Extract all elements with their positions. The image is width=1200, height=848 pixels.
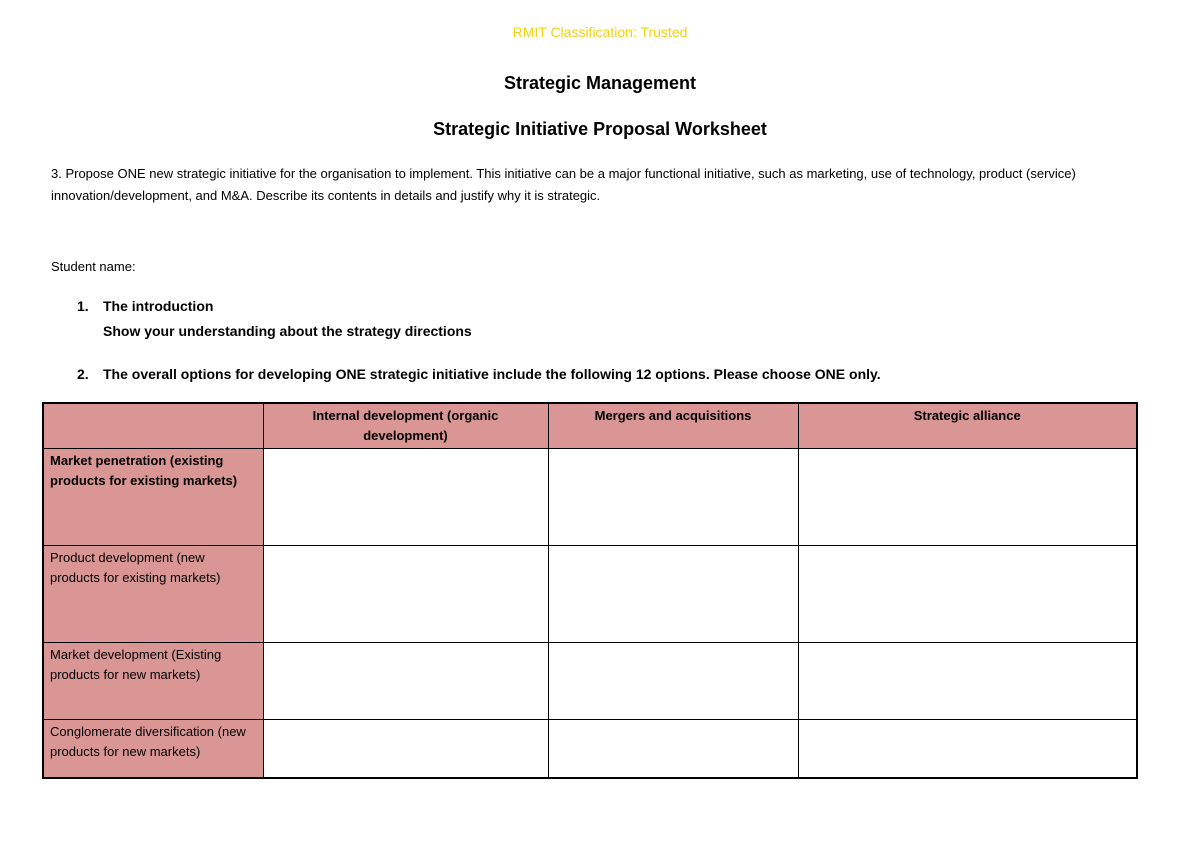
table-row bbox=[43, 643, 1137, 720]
page-title: Strategic Management bbox=[503, 73, 697, 93]
student-name-label: Student name: bbox=[51, 259, 136, 274]
table-cell bbox=[798, 643, 1137, 720]
list-item-options bbox=[77, 366, 881, 382]
table-cell bbox=[548, 449, 798, 546]
instructions-paragraph: 3. Propose ONE new strategic initiative for the organisation to implement. This initiative can be a major functional initiative, such as marketing, use of technology, product (service) innovation/development, and M&A. Describe its contents in details and justify why it is strategic. bbox=[51, 166, 1076, 203]
table-row-label: Market penetration (existing products for existing markets) bbox=[43, 449, 263, 546]
table-cell bbox=[798, 449, 1137, 546]
list-item-label: The overall options for developing ONE strategic initiative include the following 12 options. Please choose ONE only. bbox=[103, 366, 881, 382]
table-cell bbox=[263, 643, 548, 720]
table-cell bbox=[263, 546, 548, 643]
classification-label: RMIT Classification: Trusted bbox=[512, 24, 688, 40]
list-item-introduction bbox=[77, 294, 472, 344]
list-item-number: 1. bbox=[77, 298, 89, 314]
table-cell bbox=[548, 546, 798, 643]
page-subtitle: Strategic Initiative Proposal Worksheet bbox=[433, 119, 767, 139]
table-cell bbox=[263, 720, 548, 778]
table-cell bbox=[548, 643, 798, 720]
table-row bbox=[43, 720, 1137, 778]
options-table bbox=[42, 402, 1138, 779]
table-row-label: Market development (Existing products for new markets) bbox=[43, 643, 263, 720]
table-row-label: Product development (new products for existing markets) bbox=[43, 546, 263, 643]
table-header-row bbox=[43, 403, 1137, 449]
table-cell bbox=[263, 449, 548, 546]
table-header-cell: Internal development (organic development) bbox=[263, 403, 548, 449]
table-cell bbox=[798, 546, 1137, 643]
table-cell bbox=[548, 720, 798, 778]
table-cell bbox=[798, 720, 1137, 778]
list-item-label: The introduction bbox=[103, 298, 214, 314]
table-header-cell bbox=[43, 403, 263, 449]
table-row-label: Conglomerate diversification (new products for new markets) bbox=[43, 720, 263, 778]
table-header-cell: Strategic alliance bbox=[798, 403, 1137, 449]
table-header-cell: Mergers and acquisitions bbox=[548, 403, 798, 449]
list-item-sublabel: Show your understanding about the strategy directions bbox=[103, 323, 472, 339]
list-item-number: 2. bbox=[77, 366, 89, 382]
table-row bbox=[43, 449, 1137, 546]
table-row bbox=[43, 546, 1137, 643]
